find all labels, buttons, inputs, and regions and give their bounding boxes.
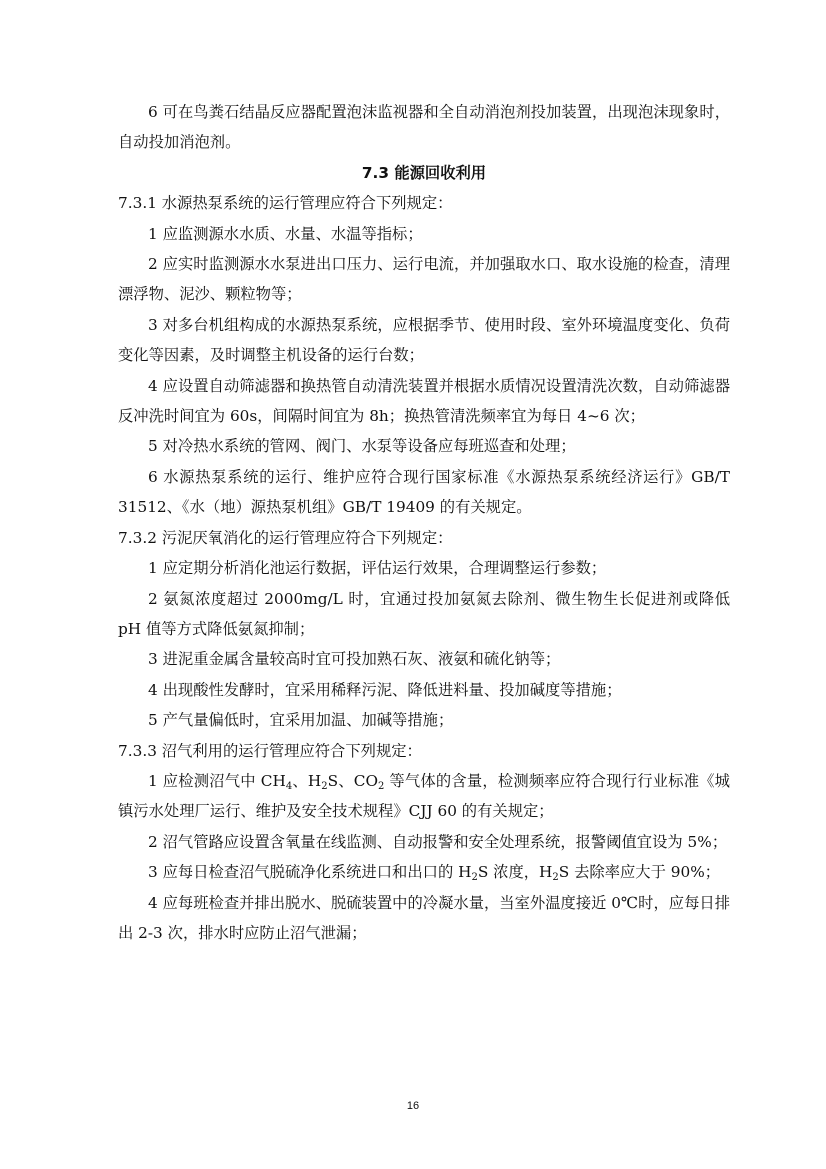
item-7-3-1-2: 2 应实时监测源水水泵进出口压力、运行电流，并加强取水口、取水设施的检查，清理漂浮物、泥沙、颗粒物等；: [118, 255, 730, 304]
subscript: 2: [378, 780, 385, 792]
item-7-3-2-5: 5 产气量偏低时，宜采用加温、加碱等措施；: [148, 711, 454, 730]
page-number: 16: [406, 1100, 420, 1112]
section-heading-7-3: 7.3 能源回收利用: [361, 163, 487, 182]
clause-7-3-2: 7.3.2 污泥厌氧消化的运行管理应符合下列规定：: [118, 528, 453, 547]
item-7-3-3-3: [118, 857, 730, 887]
item-7-3-2-1: 1 应定期分析消化池运行数据，评估运行效果，合理调整运行参数；: [148, 559, 607, 578]
clause-7-3-1: 7.3.1 水源热泵系统的运行管理应符合下列规定：: [118, 194, 453, 213]
item-7-3-1-1: 1 应监测源水水质、水量、水温等指标；: [148, 224, 423, 243]
item-7-3-1-5: 5 对冷热水系统的管网、阀门、水泵等设备应每班巡查和处理；: [148, 437, 576, 456]
text-run: S 去除率应大于 90%；: [558, 863, 721, 882]
subscript: 4: [285, 780, 293, 792]
item-7-3-1-3: 3 对多台机组构成的水源热泵系统，应根据季节、使用时段、室外环境温度变化、负荷变化等因素，及时调整主机设备的运行台数；: [118, 315, 730, 365]
item-7-3-1-6: 6 水源热泵系统的运行、维护应符合现行国家标准《水源热泵系统经济运行》GB/T 31512、《水（地）源热泵机组》GB/T 19409 的有关规定。: [118, 467, 730, 517]
text-run: 3 应每日检查沼气脱硫净化系统进口和出口的 H: [148, 863, 472, 882]
page-body: [118, 97, 730, 948]
subscript: 2: [471, 872, 478, 884]
item-7-3-2-4: 4 出现酸性发酵时，宜采用稀释污泥、降低进料量、投加碱度等措施；: [148, 680, 622, 699]
item-7-3-2-2: 2 氨氮浓度超过 2000mg/L 时，宜通过投加氨氮去除剂、微生物生长促进剂或降低 pH 值等方式降低氨氮抑制；: [118, 589, 730, 638]
text-run: 1 应检测沼气中 CH: [148, 771, 286, 790]
text-run: S 浓度，H: [477, 863, 553, 882]
text-run: 等气体的含量，检测频率应符合现行行业标准《城镇污水处理厂运行、维护及安全技术规程》CJJ 60 的有关规定；: [118, 771, 730, 821]
clause-7-3-3: 7.3.3 沼气利用的运行管理应符合下列规定：: [118, 741, 422, 760]
item-7-3-3-2: 2 沼气管路应设置含氧量在线监测、自动报警和安全处理系统，报警阈值宜设为 5%；: [148, 832, 728, 851]
subscript: 2: [321, 780, 328, 792]
item-7-2-6: 6 可在鸟粪石结晶反应器配置泡沫监视器和全自动消泡剂投加装置，出现泡沫现象时，自动投加消泡剂。: [118, 103, 730, 152]
item-7-3-2-3: 3 进泥重金属含量较高时宜可投加熟石灰、液氨和硫化钠等；: [148, 650, 561, 669]
subscript: 2: [552, 872, 559, 884]
text-run: S、CO: [327, 771, 378, 790]
item-7-3-3-1: [118, 766, 730, 827]
item-7-3-3-4: 4 应每班检查并排出脱水、脱硫装置中的冷凝水量，当室外温度接近 0℃时，应每日排出 2-3 次，排水时应防止沼气泄漏；: [118, 893, 730, 942]
item-7-3-1-4: 4 应设置自动筛滤器和换热管自动清洗装置并根据水质情况设置清洗次数，自动筛滤器反冲洗时间宜为 60s，间隔时间宜为 8h；换热管清洗频率宜为每日 4~6 次；: [118, 376, 730, 426]
text-run: 、H: [292, 771, 322, 790]
